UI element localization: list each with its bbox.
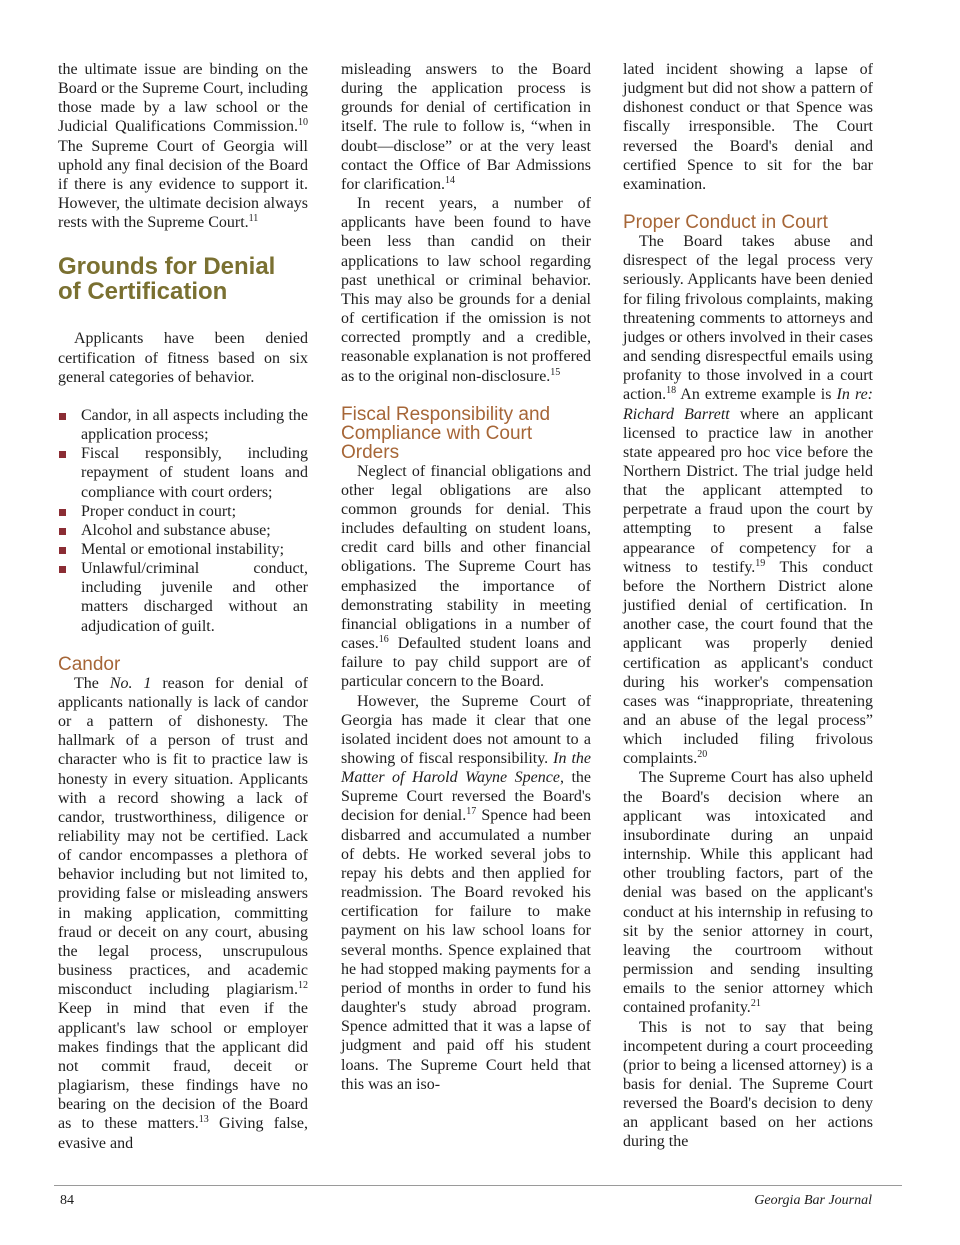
footnote-ref: 15 — [550, 366, 561, 378]
footnote-ref: 18 — [666, 385, 677, 397]
subheading-fiscal-responsibility: Fiscal Responsibility and Compliance with Court Orders — [341, 403, 551, 463]
case-name: In re: Richard Barrett — [623, 386, 874, 423]
list-item: Fiscal responsibly, including repayment of student loans and compliance with court orders; — [58, 444, 308, 501]
case-name: In the Matter of Harold Wayne Spence — [341, 750, 591, 787]
paragraph: This is not to say that being incompetent during a court proceeding (prior to being a licensed attorney) is a basis for denial. The Supreme Court reversed the Board's decision to deny an applicant based on her actions during the — [623, 1018, 873, 1151]
page-number: 84 — [60, 1193, 74, 1208]
footnote-ref: 12 — [298, 980, 308, 992]
grounds-list — [58, 406, 308, 636]
candor-paragraph: The No. 1 reason for denial of applicants nationally is lack of candor or a pattern of dishonesty. The hallmark of a person of trust and character who is fit to practice law is honesty in every situation. Applicants with a record showing a lack of candor, trustworthiness, diligence or reliability may not be certified. Lack of candor encompasses a plethora of behavior including but not limited to, providing false or misleading answers in making application, committing fraud or deceit on any court, abusing the legal process, unscrupulous business practices, and academic misconduct including plagiarism.$^{12}$ Keep in mind that even if the applicant's law school or employer makes findings that the applicant did not commit fraud, deceit or plagiarism, these findings have no bearing on the decision of the Board as to these matters.$^{13}$ Giving false, evasive and — [58, 674, 308, 1152]
footnote-ref: 11 — [248, 213, 259, 225]
bullet-square-icon — [59, 509, 66, 516]
column-2 — [341, 60, 591, 1094]
column-3 — [623, 60, 873, 1152]
list-item: Proper conduct in court; — [58, 502, 308, 521]
paragraph: In recent years, a number of applicants have been found to have been less than candid on their applications to law school regarding past unethical or criminal behavior. This may also be grounds for a denial of certification if the omission is not corrected promptly and a credible, reasonable explanation is not proffered as to the original non-disclosure.$^{15}$ — [341, 195, 591, 385]
bullet-square-icon — [59, 413, 66, 420]
list-item: Mental or emotional instability; — [58, 540, 308, 559]
section-heading-grounds: Grounds for Denial of Certification — [58, 253, 276, 306]
paragraph: Neglect of financial obligations and other legal obligations are also common grounds for denial. This includes defaulting on student loans, credit card bills and other financial obligations. The Supreme Court has emphasized the importance of demonstrating stability in meeting financial obligations in a number of cases.$^{16}$ Defaulted student loans and failure to pay child support are of particular concern to the Board. — [341, 462, 591, 691]
footnote-ref: 21 — [750, 998, 761, 1010]
footnote-ref: 20 — [697, 749, 708, 761]
footnote-ref: 17 — [466, 806, 477, 818]
subheading-candor: Candor — [58, 653, 121, 675]
bullet-square-icon — [59, 566, 66, 573]
bullet-square-icon — [59, 451, 66, 458]
footnote-ref: 10 — [298, 117, 308, 129]
intro-paragraph: Applicants have been denied certification of fitness based on six general categories of behavior. — [58, 330, 308, 386]
paragraph: the ultimate issue are binding on the Board or the Supreme Court, including those made by a law school or the Judicial Qualifications Commission.$^{10}$ The Supreme Court of Georgia will uphold any final decision of the Board if there is any evidence to support it. However, the ultimate decision always rests with the Supreme Court.$^{11}$ — [58, 61, 308, 232]
list-item: Alcohol and substance abuse; — [58, 521, 308, 540]
footnote-ref: 16 — [378, 634, 389, 646]
paragraph: The Supreme Court has also upheld the Board's decision where an applicant was intoxicated and insubordinate during an unpaid internship. While this applicant had other troubling factors, part of the denial was based on the applicant's conduct at his internship in refusing to sit by the senior attorney in court, leaving the courtroom without permission and sending insulting emails to the senior attorney which contained profanity.$^{21}$ — [623, 769, 873, 1017]
bullet-square-icon — [59, 547, 66, 554]
footer-rule — [54, 1185, 902, 1186]
subheading-proper-conduct: Proper Conduct in Court — [623, 212, 828, 234]
paragraph: lated incident showing a lapse of judgment but did not show a pattern of dishonest conduct or that Spence was fiscally irresponsible. The Court reversed the Board's denial and certified Spence to sit for the bar examination. — [623, 61, 873, 193]
footnote-ref: 14 — [444, 174, 455, 186]
paragraph: misleading answers to the Board during the application process is grounds for denial of certification in itself. The rule to follow is, “when in doubt—disclose” or at the very least contact the Office of Bar Admissions for clarification.$^{14}$ — [341, 61, 591, 193]
list-item: Unlawful/criminal conduct, including juvenile and other matters discharged without an adjudication of guilt. — [58, 559, 308, 636]
bullet-square-icon — [59, 528, 66, 535]
paragraph: However, the Supreme Court of Georgia has made it clear that one isolated incident does not amount to a showing of fiscal responsibility. In the Matter of Harold Wayne Spence, the Supreme Court reversed the Board's decision for denial.$^{17}$ Spence had been disbarred and accumulated a number of debts. He worked several jobs to repay his debts and then applied for readmission. The Board revoked his certification for failure to make payment on his law school loans for several months. Spence explained that he had stopped making payments for a period of months in order to fund his daughter's study abroad program. Spence admitted that it was a lapse of judgment and paid off his student loans. The Supreme Court held that this was an iso- — [341, 692, 592, 1093]
footnote-ref: 19 — [755, 557, 766, 569]
list-item: Candor, in all aspects including the application process; — [58, 406, 308, 444]
column-1 — [58, 60, 308, 1153]
footnote-ref: 13 — [198, 1114, 209, 1126]
paragraph: The Board takes abuse and disrespect of the legal process very seriously. Applicants have been denied for filing frivolous complaints, making threatening comments to attorneys and judges or others involved in their cases and sending disrespectful emails using profanity to those involved in a court action.$^{18}$ An extreme example is In re: Richard Barrett where an applicant licensed to practice law in another state appeared pro hoc vice before the Northern District. The trial judge held that the applicant attempted to perpetrate a fraud upon the court by attempting to present a false appearance of competency for a witness to testify.$^{19}$ This conduct before the Northern District alone justified denial of certification. In another case, the court found that the applicant was properly denied certification as applicant's conduct during his worker's compensation cases was “inappropriate, threatening and an abuse of the legal process” which included filing frivolous complaints.$^{20}$ — [623, 233, 874, 768]
journal-name: Georgia Bar Journal — [754, 1193, 872, 1208]
